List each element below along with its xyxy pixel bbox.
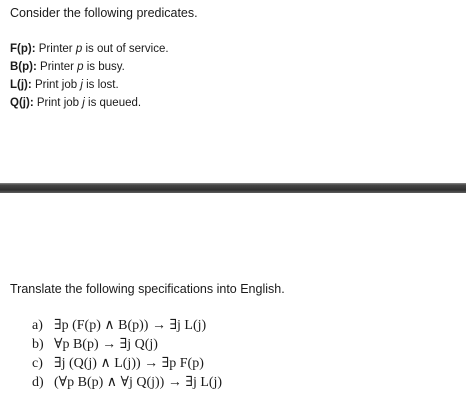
predicate-text-post: is lost. xyxy=(82,79,119,91)
predicate-text-pre: Printer xyxy=(40,61,78,73)
predicate-list xyxy=(10,40,169,112)
predicate-item xyxy=(10,58,169,76)
predicate-variable: p xyxy=(77,61,84,73)
predicate-text-post: is queued. xyxy=(84,97,142,109)
predicate-colon: : xyxy=(31,43,36,55)
intro-text: Consider the following predicates. xyxy=(10,6,198,20)
predicate-text-post: is out of service. xyxy=(82,43,169,55)
predicate-text-pre: Print job xyxy=(34,79,81,91)
predicate-name: L(j) xyxy=(10,79,28,91)
specification-formula: ∃p (F(p) ∧ B(p)) → ∃j L(j) xyxy=(54,318,207,333)
specification-label: d) xyxy=(32,375,44,390)
specification-label: a) xyxy=(32,318,43,333)
specification-formula: (∀p B(p) ∧ ∀j Q(j)) → ∃j L(j) xyxy=(54,375,223,390)
predicate-variable: j xyxy=(82,97,85,109)
specification-list xyxy=(32,316,222,392)
predicate-text-post: is busy. xyxy=(83,61,125,73)
specification-label: c) xyxy=(32,356,43,371)
section-divider xyxy=(0,183,466,193)
specification-formula: ∀p B(p) → ∃j Q(j) xyxy=(54,337,158,352)
specification-item xyxy=(32,373,222,392)
predicate-text-pre: Print job xyxy=(36,97,83,109)
predicate-colon: : xyxy=(33,61,37,73)
predicate-colon: : xyxy=(29,97,34,109)
predicate-item xyxy=(10,76,169,94)
instruction-text: Translate the following specifications into English. xyxy=(10,282,285,296)
predicate-item xyxy=(10,94,169,112)
specification-item xyxy=(32,354,222,373)
predicate-name: Q(j) xyxy=(10,97,30,109)
predicate-text-pre: Printer xyxy=(38,43,76,55)
predicate-variable: j xyxy=(80,79,83,91)
predicate-variable: p xyxy=(75,43,83,55)
specification-item xyxy=(32,335,222,354)
specification-formula: ∃j (Q(j) ∧ L(j)) → ∃p F(p) xyxy=(54,356,204,371)
specification-label: b) xyxy=(32,337,44,352)
specification-item xyxy=(32,316,222,335)
predicate-name: B(p) xyxy=(10,61,33,73)
predicate-colon: : xyxy=(27,79,32,91)
predicate-name: F(p) xyxy=(10,43,32,55)
predicate-item xyxy=(10,40,169,58)
